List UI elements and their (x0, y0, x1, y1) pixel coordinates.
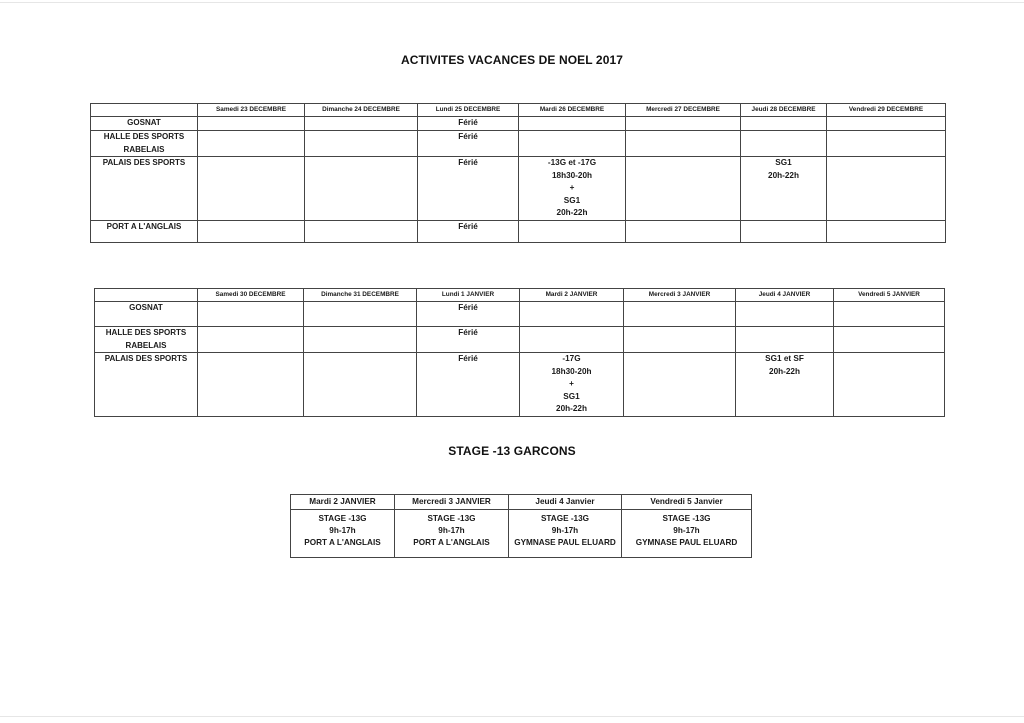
schedule-cell (741, 117, 827, 131)
cell-text: HALLE DES SPORTS (105, 328, 187, 337)
schedule-cell (198, 302, 304, 327)
stage-cell (622, 510, 752, 558)
schedule-cell (198, 131, 305, 157)
stage-title: STAGE -13 GARCONS (448, 444, 576, 458)
cell-text: Férié (458, 158, 478, 167)
stage-day-header: Jeudi 4 Janvier (509, 495, 622, 510)
stage-cell (291, 510, 395, 558)
venue-row (91, 117, 946, 131)
cell-text: Férié (458, 354, 478, 363)
day-header: Mardi 26 DECEMBRE (519, 104, 626, 117)
cell-text: Férié (458, 118, 478, 127)
day-header: Jeudi 28 DECEMBRE (741, 104, 827, 117)
schedule-cell (827, 131, 946, 157)
schedule-cell (418, 117, 519, 131)
schedule-cell (305, 117, 418, 131)
schedule-cell (418, 131, 519, 157)
venue-row (95, 353, 945, 417)
cell-text: PORT A L'ANGLAIS (304, 538, 381, 547)
page-bottom-edge (0, 716, 1024, 717)
stage-table (290, 494, 752, 558)
cell-text: GOSNAT (129, 303, 163, 312)
header-row (291, 495, 752, 510)
cell-text: SG1 (563, 195, 581, 205)
stage-day-header: Mercredi 3 JANVIER (395, 495, 509, 510)
schedule-cell (519, 220, 626, 242)
header-row (95, 289, 945, 302)
cell-text: 18h30-20h (551, 170, 593, 180)
stage-day-header: Mardi 2 JANVIER (291, 495, 395, 510)
venue-label (91, 131, 198, 157)
cell-text: 9h-17h (438, 526, 465, 535)
day-header: Mardi 2 JANVIER (520, 289, 624, 302)
day-header: Samedi 23 DECEMBRE (198, 104, 305, 117)
corner-cell (91, 104, 198, 117)
day-header: Mercredi 27 DECEMBRE (626, 104, 741, 117)
cell-text: -13G et -17G (547, 158, 597, 167)
cell-text: 20h-22h (556, 404, 587, 413)
schedule-cell (520, 353, 624, 417)
venue-row (95, 327, 945, 353)
page-top-edge (0, 2, 1024, 3)
cell-text: SG1 (563, 391, 580, 401)
cell-text: STAGE -13G (427, 514, 476, 523)
schedule-cell (624, 302, 736, 327)
day-header: Dimanche 24 DECEMBRE (305, 104, 418, 117)
schedule-cell (741, 220, 827, 242)
schedule-cell (834, 302, 945, 327)
cell-text: STAGE -13G (318, 514, 367, 523)
cell-text: 20h-22h (769, 366, 800, 376)
schedule-cell (519, 131, 626, 157)
venue-row (95, 302, 945, 327)
venue-row (91, 157, 946, 221)
cell-text: + (569, 183, 575, 192)
schedule-cell (626, 131, 741, 157)
cell-text: Férié (458, 221, 478, 231)
cell-text: RABELAIS (125, 340, 167, 350)
venue-label (91, 117, 198, 131)
schedule-cell (741, 131, 827, 157)
schedule-cell (305, 220, 418, 242)
day-header: Vendredi 29 DECEMBRE (827, 104, 946, 117)
day-header: Jeudi 4 JANVIER (736, 289, 834, 302)
schedule-cell (418, 157, 519, 221)
schedule-cell (198, 327, 304, 353)
stage-row (291, 510, 752, 558)
cell-text: Férié (458, 328, 478, 337)
schedule-cell (741, 157, 827, 221)
schedule-cell (198, 117, 305, 131)
cell-text: SG1 (775, 158, 792, 167)
stage-cell (509, 510, 622, 558)
schedule-table-week2 (94, 288, 945, 417)
cell-text: 9h-17h (329, 526, 356, 535)
venue-row (91, 220, 946, 242)
schedule-cell (304, 327, 417, 353)
schedule-table-week1 (90, 103, 946, 243)
cell-text: STAGE -13G (540, 514, 590, 523)
cell-text: GYMNASE PAUL ELUARD (514, 538, 616, 547)
schedule-cell (736, 302, 834, 327)
corner-cell (95, 289, 198, 302)
schedule-cell (520, 327, 624, 353)
day-header: Lundi 25 DECEMBRE (418, 104, 519, 117)
schedule-cell (417, 327, 520, 353)
cell-text: 20h-22h (556, 208, 588, 217)
cell-text: STAGE -13G (662, 514, 711, 523)
day-header: Mercredi 3 JANVIER (624, 289, 736, 302)
schedule-cell (834, 353, 945, 417)
cell-text: Férié (458, 303, 478, 312)
schedule-cell (417, 353, 520, 417)
cell-text: PALAIS DES SPORTS (102, 158, 186, 167)
cell-text: 9h-17h (673, 526, 700, 535)
schedule-cell (624, 327, 736, 353)
schedule-cell (520, 302, 624, 327)
schedule-cell (827, 220, 946, 242)
venue-label (91, 157, 198, 221)
schedule-cell (305, 131, 418, 157)
cell-text: 18h30-20h (551, 366, 592, 376)
stage-day-header: Vendredi 5 Janvier (622, 495, 752, 510)
cell-text: SG1 et SF (765, 354, 804, 363)
day-header: Samedi 30 DECEMBRE (198, 289, 304, 302)
cell-text: GOSNAT (127, 118, 161, 127)
schedule-cell (626, 220, 741, 242)
header-row (91, 104, 946, 117)
schedule-cell (304, 353, 417, 417)
schedule-cell (519, 117, 626, 131)
schedule-cell (736, 327, 834, 353)
schedule-cell (736, 353, 834, 417)
schedule-cell (418, 220, 519, 242)
schedule-cell (198, 157, 305, 221)
venue-label (95, 353, 198, 417)
venue-label (95, 302, 198, 327)
cell-text: 9h-17h (551, 526, 579, 535)
schedule-cell (827, 117, 946, 131)
schedule-cell (198, 220, 305, 242)
cell-text: RABELAIS (123, 144, 165, 154)
schedule-cell (304, 302, 417, 327)
schedule-cell (626, 157, 741, 221)
schedule-cell (519, 157, 626, 221)
venue-row (91, 131, 946, 157)
cell-text: Férié (458, 132, 478, 141)
day-header: Vendredi 5 JANVIER (834, 289, 945, 302)
schedule-cell (834, 327, 945, 353)
cell-text: PORT A L'ANGLAIS (413, 538, 490, 547)
schedule-cell (827, 157, 946, 221)
schedule-cell (624, 353, 736, 417)
cell-text: + (569, 379, 574, 388)
page-title: ACTIVITES VACANCES DE NOEL 2017 (400, 53, 624, 67)
cell-text: HALLE DES SPORTS (103, 132, 185, 141)
day-header: Lundi 1 JANVIER (417, 289, 520, 302)
schedule-cell (626, 117, 741, 131)
cell-text: GYMNASE PAUL ELUARD (635, 538, 738, 547)
venue-label (91, 220, 198, 242)
venue-label (95, 327, 198, 353)
schedule-cell (305, 157, 418, 221)
schedule-cell (417, 302, 520, 327)
day-header: Dimanche 31 DECEMBRE (304, 289, 417, 302)
cell-text: -17G (562, 354, 581, 363)
stage-cell (395, 510, 509, 558)
cell-text: PALAIS DES SPORTS (104, 354, 188, 363)
cell-text: PORT A L'ANGLAIS (106, 221, 182, 231)
schedule-cell (198, 353, 304, 417)
cell-text: 20h-22h (768, 170, 799, 180)
